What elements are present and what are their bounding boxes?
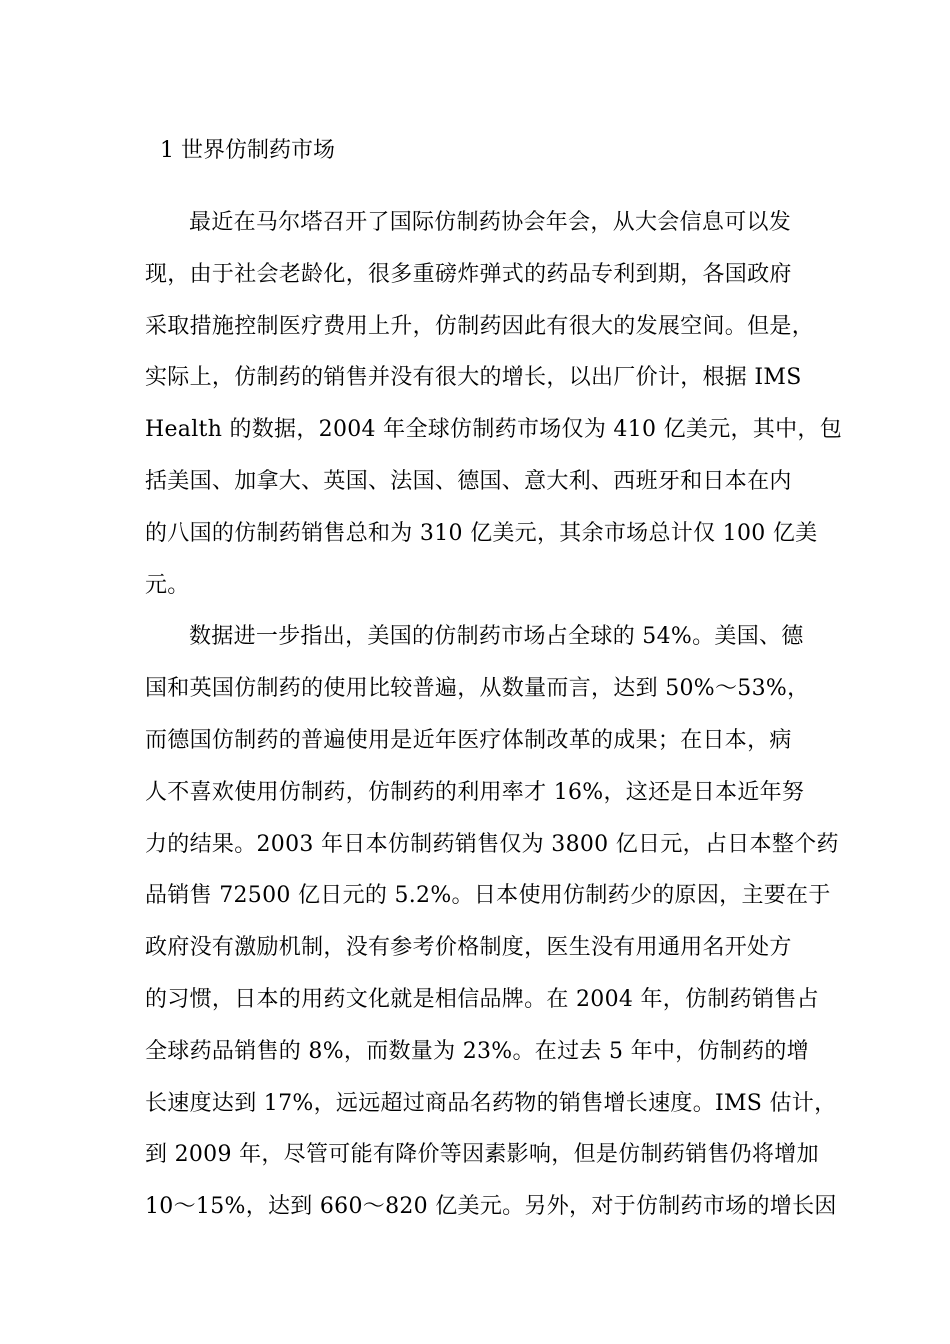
section-heading: 1 世界仿制药市场	[160, 138, 335, 163]
text-line: 长速度达到 17%，远远超过商品名药物的销售增长速度。IMS 估计，	[145, 1090, 837, 1116]
body-text	[145, 204, 843, 1240]
text-line: 品销售 72500 亿日元的 5.2%。日本使用仿制药少的原因，主要在于	[145, 883, 831, 909]
text-line: 采取措施控制医疗费用上升，仿制药因此有很大的发展空间。但是，	[145, 313, 815, 339]
text-line: 元。	[145, 572, 190, 598]
text-line: Health 的数据，2004 年全球仿制药市场仅为 410 亿美元，其中，包	[145, 417, 843, 443]
text-line: 的习惯，日本的用药文化就是相信品牌。在 2004 年，仿制药销售占	[145, 986, 819, 1012]
text-line: 人不喜欢使用仿制药，仿制药的利用率才 16%，这还是日本近年努	[145, 779, 805, 805]
text-line: 现，由于社会老龄化，很多重磅炸弹式的药品专利到期，各国政府	[145, 261, 792, 287]
text-line: 到 2009 年，尽管可能有降价等因素影响，但是仿制药销售仍将增加	[145, 1142, 819, 1168]
text-line: 最近在马尔塔召开了国际仿制药协会年会，从大会信息可以发	[189, 210, 792, 235]
text-line: 括美国、加拿大、英国、法国、德国、意大利、西班牙和日本在内	[145, 468, 792, 494]
text-line: 全球药品销售的 8%，而数量为 23%。在过去 5 年中，仿制药的增	[145, 1038, 809, 1064]
text-line: 力的结果。2003 年日本仿制药销售仅为 3800 亿日元，占日本整个药	[145, 831, 839, 857]
text-line: 政府没有激励机制，没有参考价格制度，医生没有用通用名开处方	[145, 935, 792, 961]
text-line: 而德国仿制药的普遍使用是近年医疗体制改革的成果；在日本，病	[145, 727, 792, 753]
text-line: 国和英国仿制药的使用比较普遍，从数量而言，达到 50%～53%，	[145, 676, 810, 702]
text-line: 10～15%，达到 660～820 亿美元。另外，对于仿制药市场的增长因	[145, 1194, 837, 1220]
text-line: 数据进一步指出，美国的仿制药市场占全球的 54%。美国、德	[189, 624, 804, 650]
text-line: 实际上，仿制药的销售并没有很大的增长，以出厂价计，根据 IMS	[145, 365, 802, 391]
text-line: 的八国的仿制药销售总和为 310 亿美元，其余市场总计仅 100 亿美	[145, 520, 818, 546]
